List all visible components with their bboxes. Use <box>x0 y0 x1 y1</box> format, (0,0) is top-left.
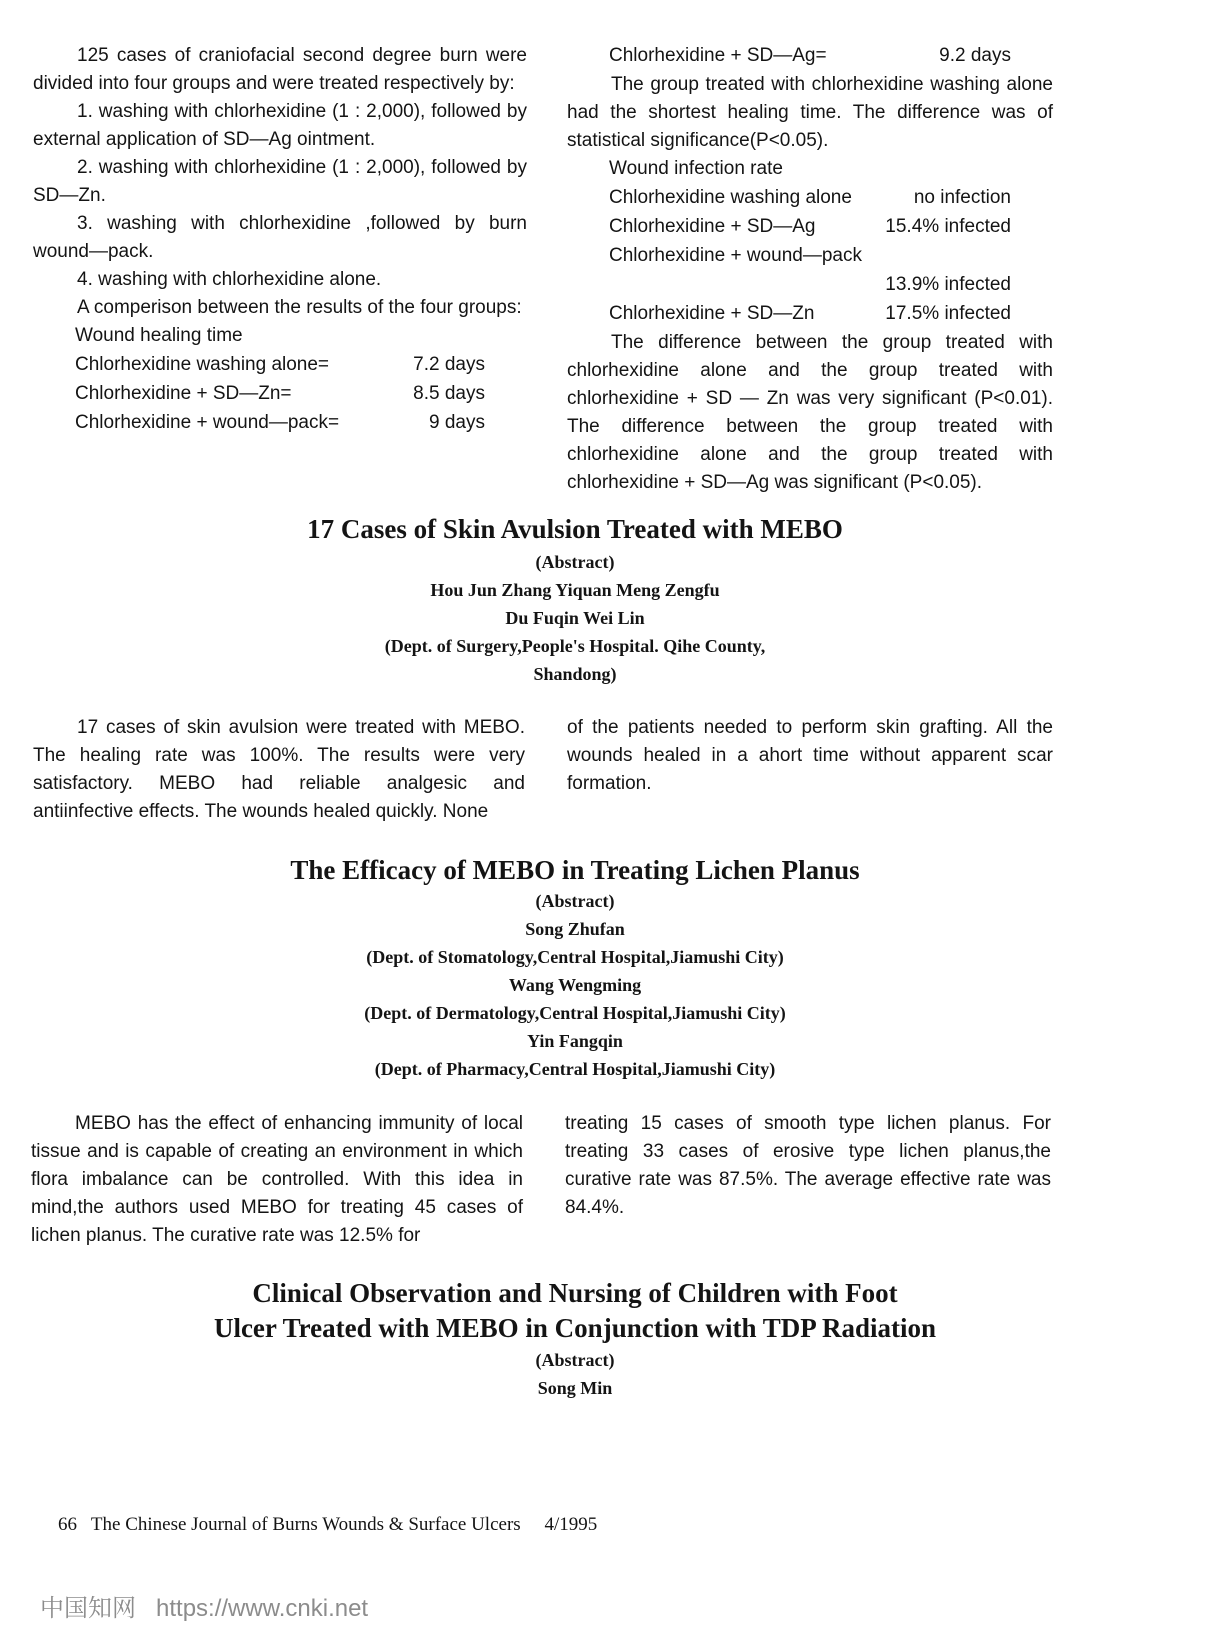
infection-row <box>609 300 1011 329</box>
infection-row-label: Chlorhexidine washing alone <box>609 187 852 208</box>
group-4-paragraph: 4. washing with chlorhexidine alone. <box>77 269 382 290</box>
cnki-watermark <box>40 1588 368 1623</box>
article-title: Clinical Observation and Nursing of Children with Foot <box>252 1278 898 1308</box>
healing-row-value: 9 days <box>429 412 485 433</box>
article-body-left <box>31 1110 523 1250</box>
healing-time-block <box>33 322 485 438</box>
infection-row-value: no infection <box>913 187 1011 208</box>
article-authors: Yin Fangqin <box>527 1031 623 1051</box>
infection-row <box>609 184 1011 213</box>
healing-row-label: Chlorhexidine + wound—pack= <box>75 412 340 433</box>
article-affiliation: (Dept. of Pharmacy,Central Hospital,Jiamushi City) <box>374 1059 776 1079</box>
article-affiliation: Shandong) <box>533 664 617 684</box>
infection-rate-heading: Wound infection rate <box>609 158 783 179</box>
infection-row-value: 13.9% infected <box>885 274 1011 295</box>
infection-row <box>609 242 1011 271</box>
healing-row <box>75 409 485 438</box>
group-2-paragraph: 2. washing with chlorhexidine (1 : 2,000), followed by SD—Zn. <box>33 157 527 206</box>
article-body-right <box>565 1110 1051 1222</box>
infection-row-value: 15.4% infected <box>885 216 1011 237</box>
abstract-text: MEBO has the effect of enhancing immunity of local tissue and is capable of creating an environment in which flora imbalance can be controlled. With this idea in mind,the authors used MEBO for treating 45 cases of lichen planus. The curative rate was 12.5% for <box>31 1113 523 1246</box>
abstract-text: 17 cases of skin avulsion were treated with MEBO. The healing rate was 100%. The results were very satisfactory. MEBO had reliable analgesic and antiinfective effects. The wounds healed quickly. None <box>33 717 525 822</box>
article-affiliation: (Dept. of Surgery,People's Hospital. Qihe County, <box>384 636 766 656</box>
article-header-block <box>0 548 1150 688</box>
abstract-label: (Abstract) <box>535 552 615 572</box>
infection-row-value: 17.5% infected <box>885 303 1011 324</box>
healing-row-value: 7.2 days <box>413 354 485 375</box>
infection-row-label: Chlorhexidine + wound—pack <box>609 245 862 266</box>
group-1-paragraph: 1. washing with chlorhexidine (1 : 2,000), followed by external application of SD—Ag ointment. <box>33 101 527 150</box>
healing-row-label: Chlorhexidine + SD—Zn= <box>75 383 292 404</box>
abstract-label: (Abstract) <box>535 1350 615 1370</box>
healing-row-value: 8.5 days <box>413 383 485 404</box>
article-title: The Efficacy of MEBO in Treating Lichen Planus <box>290 855 860 885</box>
top-right-column <box>567 42 1053 497</box>
article-title: Ulcer Treated with MEBO in Conjunction with TDP Radiation <box>213 1313 937 1343</box>
article-header-block <box>0 1346 1150 1402</box>
infection-row-label: Chlorhexidine + SD—Zn <box>609 303 815 324</box>
healing-row <box>567 42 1011 71</box>
article-authors: Hou Jun Zhang Yiquan Meng Zengfu <box>430 580 720 600</box>
infection-row <box>609 213 1011 242</box>
article-authors: Wang Wengming <box>508 975 642 995</box>
article-affiliation: (Dept. of Dermatology,Central Hospital,Jiamushi City) <box>364 1003 786 1023</box>
article-body-right <box>567 714 1053 798</box>
infection-row <box>609 271 1011 300</box>
abstract-text: of the patients needed to perform skin grafting. All the wounds healed in a ahort time without apparent scar formation. <box>567 717 1053 794</box>
issue-number: 4/1995 <box>544 1514 598 1535</box>
infection-row-label: Chlorhexidine + SD—Ag <box>609 216 816 237</box>
article-authors: Song Min <box>537 1378 613 1398</box>
infection-rate-block <box>567 155 1011 329</box>
healing-row-value: 9.2 days <box>939 45 1011 66</box>
article-header-block <box>0 887 1150 1083</box>
page-footer <box>58 1514 597 1536</box>
article-title: 17 Cases of Skin Avulsion Treated with MEBO <box>307 514 843 544</box>
healing-row-label: Chlorhexidine washing alone= <box>75 354 330 375</box>
group-3-paragraph: 3. washing with chlorhexidine ,followed by burn wound—pack. <box>33 213 527 262</box>
article-affiliation: (Dept. of Stomatology,Central Hospital,Jiamushi City) <box>366 947 784 967</box>
watermark-url: https://www.cnki.net <box>156 1595 369 1622</box>
healing-row-label: Chlorhexidine + SD—Ag= <box>609 45 827 66</box>
healing-conclusion-paragraph: The group treated with chlorhexidine washing alone had the shortest healing time. The difference was of statistical significance(P<0.05). <box>567 74 1053 151</box>
top-left-column <box>33 42 527 438</box>
article-authors: Song Zhufan <box>525 919 625 939</box>
healing-row <box>75 380 485 409</box>
intro-paragraph: 125 cases of craniofacial second degree burn were divided into four groups and were treated respectively by: <box>33 45 527 94</box>
journal-name: The Chinese Journal of Burns Wounds & Surface Ulcers <box>90 1514 521 1535</box>
abstract-text: treating 15 cases of smooth type lichen planus. For treating 33 cases of erosive type lichen planus,the curative rate was 87.5%. The average effective rate was 84.4%. <box>565 1113 1051 1218</box>
healing-row <box>75 351 485 380</box>
watermark-site-name: 中国知网 <box>40 1595 136 1622</box>
comparison-paragraph: A comperison between the results of the four groups: <box>77 297 522 318</box>
abstract-label: (Abstract) <box>535 891 615 911</box>
page-number: 66 <box>58 1514 77 1535</box>
article-body-left <box>33 714 525 826</box>
healing-time-heading: Wound healing time <box>75 325 243 346</box>
infection-conclusion-paragraph: The difference between the group treated with chlorhexidine alone and the group treated with chlorhexidine + SD — Zn was very significant (P<0.01). The difference between the group treated with chlorhexidine alone and the group treated with chlorhexidine + SD—Ag was significant (P<0.05). <box>567 332 1053 493</box>
article-authors: Du Fuqin Wei Lin <box>505 608 645 628</box>
